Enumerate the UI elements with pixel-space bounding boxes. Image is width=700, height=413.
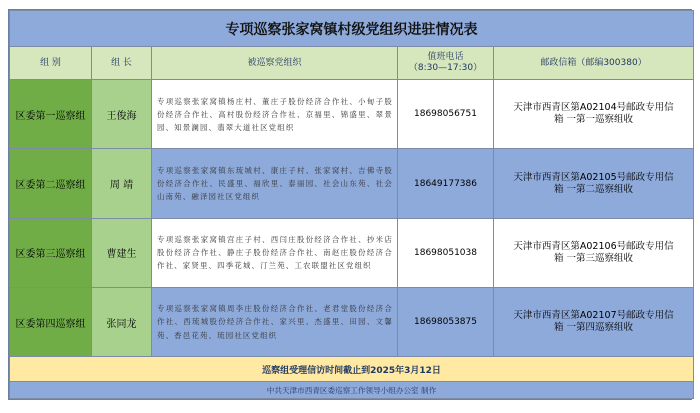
phone-cell: 18649177386 (398, 149, 494, 218)
header-phone-label: 值班电话 (427, 52, 464, 63)
footer-row (10, 382, 694, 399)
mailbox-cell (494, 287, 694, 356)
leader-cell: 周 靖 (92, 149, 152, 218)
group-cell: 区委第二巡察组 (10, 149, 92, 218)
table-title: 专项巡察张家窝镇村级党组织进驻情况表 (10, 11, 694, 47)
phone-cell: 18698053875 (398, 287, 494, 356)
targets-cell (152, 149, 398, 218)
group-cell: 区委第三巡察组 (10, 218, 92, 287)
mailbox-cell (494, 149, 694, 218)
header-phone-hours: （8:30—17:30） (408, 63, 483, 74)
leader-cell: 张同龙 (92, 287, 152, 356)
table-row (10, 287, 694, 356)
header-targets: 被巡察党组织 (152, 47, 398, 80)
header-leader: 组 长 (92, 47, 152, 80)
header-phone (398, 47, 494, 80)
leader-cell: 曹建生 (92, 218, 152, 287)
mailbox-cell (494, 218, 694, 287)
mailbox-cell (494, 80, 694, 149)
mailbox-text: 天津市西青区第A02107号邮政专用信箱 一第四巡察组收 (513, 310, 674, 334)
targets-text: 专项巡察张家窝镇杨庄村、董庄子股份经济合作社、小甸子股份经济合作社、高村股份经济合作社、京福里、锦盛里、翠景园、知景澜园、翡翠大道社区党组织 (157, 96, 393, 132)
targets-cell (152, 218, 398, 287)
inspection-table (9, 10, 694, 399)
phone-cell: 18698051038 (398, 218, 494, 287)
phone-cell: 18698056751 (398, 80, 494, 149)
table-row (10, 80, 694, 149)
group-cell: 区委第一巡察组 (10, 80, 92, 149)
leader-cell: 王俊海 (92, 80, 152, 149)
targets-cell (152, 287, 398, 356)
mailbox-text: 天津市西青区第A02106号邮政专用信箱 一第三巡察组收 (513, 240, 674, 264)
targets-text: 专项巡察张家窝镇东琉城村、康庄子村、张家窝村、吉佛寺股份经济合作社、民盛里、福欣里、泰丽园、社会山东苑、社会山南苑、融泽园社区党组织 (157, 165, 393, 202)
title-row (10, 11, 694, 47)
header-group: 组 别 (10, 47, 92, 80)
inspection-table-sheet (8, 9, 692, 400)
group-cell: 区委第四巡察组 (10, 287, 92, 356)
mailbox-text: 天津市西青区第A02104号邮政专用信箱 一第一巡察组收 (513, 102, 674, 126)
header-mailbox: 邮政信箱（邮编300380） (494, 47, 694, 80)
targets-text: 专项巡察张家窝镇宫庄子村、西闫庄股份经济合作社、抄米店股份经济合作社、静庄子股份经济合作社、南赵庄股份经济合作社、家贤里、四季花城、汀兰苑、工农联盟社区党组织 (157, 235, 393, 271)
table-row (10, 218, 694, 287)
table-row (10, 149, 694, 218)
deadline-row (10, 357, 694, 382)
deadline-notice: 巡察组受理信访时间截止到2025年3月12日 (10, 357, 694, 382)
targets-cell (152, 80, 398, 149)
targets-text: 专项巡察张家窝镇周李庄股份经济合作社、老君堂股份经济合作社、西琉城股份经济合作社、家兴里、杰盛里、田园、文馨苑、香邑花苑、琉园社区党组织 (157, 304, 393, 340)
footer-credit: 中共天津市西青区委巡察工作领导小组办公室 制作 (10, 382, 694, 399)
mailbox-text: 天津市西青区第A02105号邮政专用信箱 一第二巡察组收 (513, 171, 674, 195)
header-row (10, 47, 694, 80)
